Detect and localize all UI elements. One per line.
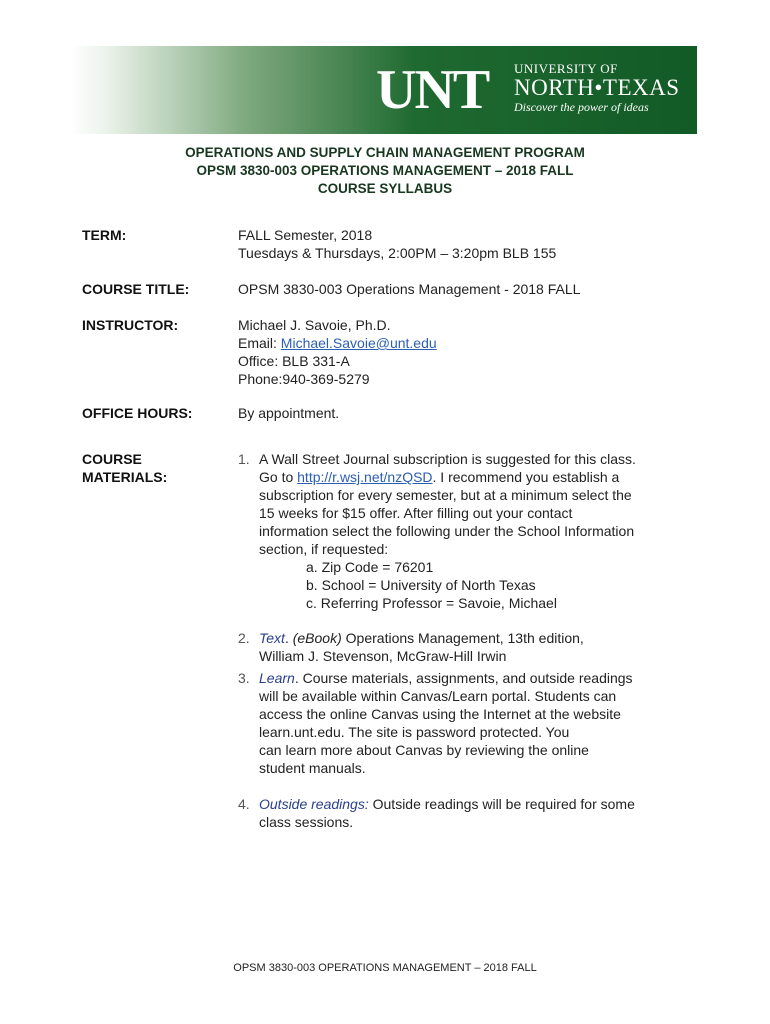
sub-item-a: a. Zip Code = 76201 <box>306 559 434 575</box>
wsj-link[interactable]: http://r.wsj.net/nzQSD <box>297 469 433 485</box>
sub-item-c: c. Referring Professor = Savoie, Michael <box>306 595 557 611</box>
term-semester: FALL Semester, 2018 <box>238 227 373 243</box>
office-hours-value: By appointment. <box>238 405 340 421</box>
item-4-number: 4. <box>238 796 250 812</box>
item-1-line1: A Wall Street Journal subscription is suggested for this class. <box>259 451 636 467</box>
instructor-name: Michael J. Savoie, Ph.D. <box>238 317 391 333</box>
item-1-text <box>259 450 679 558</box>
instructor-email-row <box>238 334 437 352</box>
materials-label-line2: MATERIALS: <box>82 469 168 485</box>
item-3-line2: will be available within Canvas/Learn portal. Students can <box>259 688 617 704</box>
text-label: Text <box>259 630 285 646</box>
item-2-line1-rest: Operations Management, 13th edition, <box>341 630 584 646</box>
logo-wordmark <box>514 61 680 114</box>
sub-item-b: b. School = University of North Texas <box>306 577 536 593</box>
item-3-line5: can learn more about Canvas by reviewing the online <box>259 742 589 758</box>
item-1-goto: Go to <box>259 469 298 485</box>
course-title-label: COURSE TITLE: <box>82 281 190 297</box>
instructor-phone: Phone:940-369-5279 <box>238 371 370 387</box>
item-4-text <box>259 795 679 831</box>
item-2-line1 <box>259 629 679 647</box>
learn-label: Learn <box>259 670 295 686</box>
item-3-line1 <box>259 669 679 687</box>
item-2-number: 2. <box>238 630 250 646</box>
ebook-label: (eBook) <box>292 630 342 646</box>
item-1-line5: information select the following under the School Information <box>259 523 635 539</box>
instructor-email-link[interactable]: Michael.Savoie@unt.edu <box>280 335 437 351</box>
item-4-line1 <box>259 795 679 813</box>
item-2-line2: William J. Stevenson, McGraw-Hill Irwin <box>259 648 507 664</box>
office-hours-label: OFFICE HOURS: <box>82 405 193 421</box>
item-1-number: 1. <box>238 451 250 467</box>
item-3-line4: learn.unt.edu. The site is password protected. You <box>259 724 570 740</box>
item-4-line1-rest: Outside readings will be required for some <box>368 796 635 812</box>
item-1-line2 <box>259 468 679 486</box>
item-3-line3: access the online Canvas using the Internet at the website <box>259 706 621 722</box>
outside-readings-label: Outside readings: <box>259 796 369 812</box>
course-title-value: OPSM 3830-003 Operations Management - 2018 FALL <box>238 281 581 297</box>
materials-label-line1: COURSE <box>82 451 142 467</box>
item-1-line2-rest: . I recommend you establish a <box>432 469 620 485</box>
item-1-line3: subscription for every semester, but at a minimum select the <box>259 487 632 503</box>
item-3-line1-rest: . Course materials, assignments, and outside readings <box>294 670 633 686</box>
program-title: OPERATIONS AND SUPPLY CHAIN MANAGEMENT PROGRAM <box>185 145 585 160</box>
course-heading: OPSM 3830-003 OPERATIONS MANAGEMENT – 2018 FALL <box>196 163 574 178</box>
term-schedule: Tuesdays & Thursdays, 2:00PM – 3:20pm BLB 155 <box>238 245 557 261</box>
page-footer: OPSM 3830-003 OPERATIONS MANAGEMENT – 2018 FALL <box>233 962 537 974</box>
logo-line1: UNIVERSITY OF <box>514 61 618 76</box>
item-3-text <box>259 669 679 777</box>
instructor-label: INSTRUCTOR: <box>82 317 179 333</box>
item-4-line2: class sessions. <box>259 814 354 830</box>
logo-tagline: Discover the power of ideas <box>514 100 649 114</box>
logo-line2: NORTH•TEXAS <box>514 75 680 100</box>
item-1-line4: 15 weeks for $15 offer. After filling out your contact <box>259 505 573 521</box>
instructor-office: Office: BLB 331-A <box>238 353 350 369</box>
item-2-dot: . <box>284 630 293 646</box>
item-3-number: 3. <box>238 670 250 686</box>
item-3-line6: student manuals. <box>259 760 366 776</box>
item-1-line6: section, if requested: <box>259 541 389 557</box>
term-label: TERM: <box>82 227 127 243</box>
logo-unt-text: UNT <box>376 59 489 121</box>
syllabus-heading: COURSE SYLLABUS <box>317 181 453 196</box>
item-2-text <box>259 629 679 665</box>
email-prefix: Email: <box>238 335 281 351</box>
unt-banner <box>70 46 697 134</box>
